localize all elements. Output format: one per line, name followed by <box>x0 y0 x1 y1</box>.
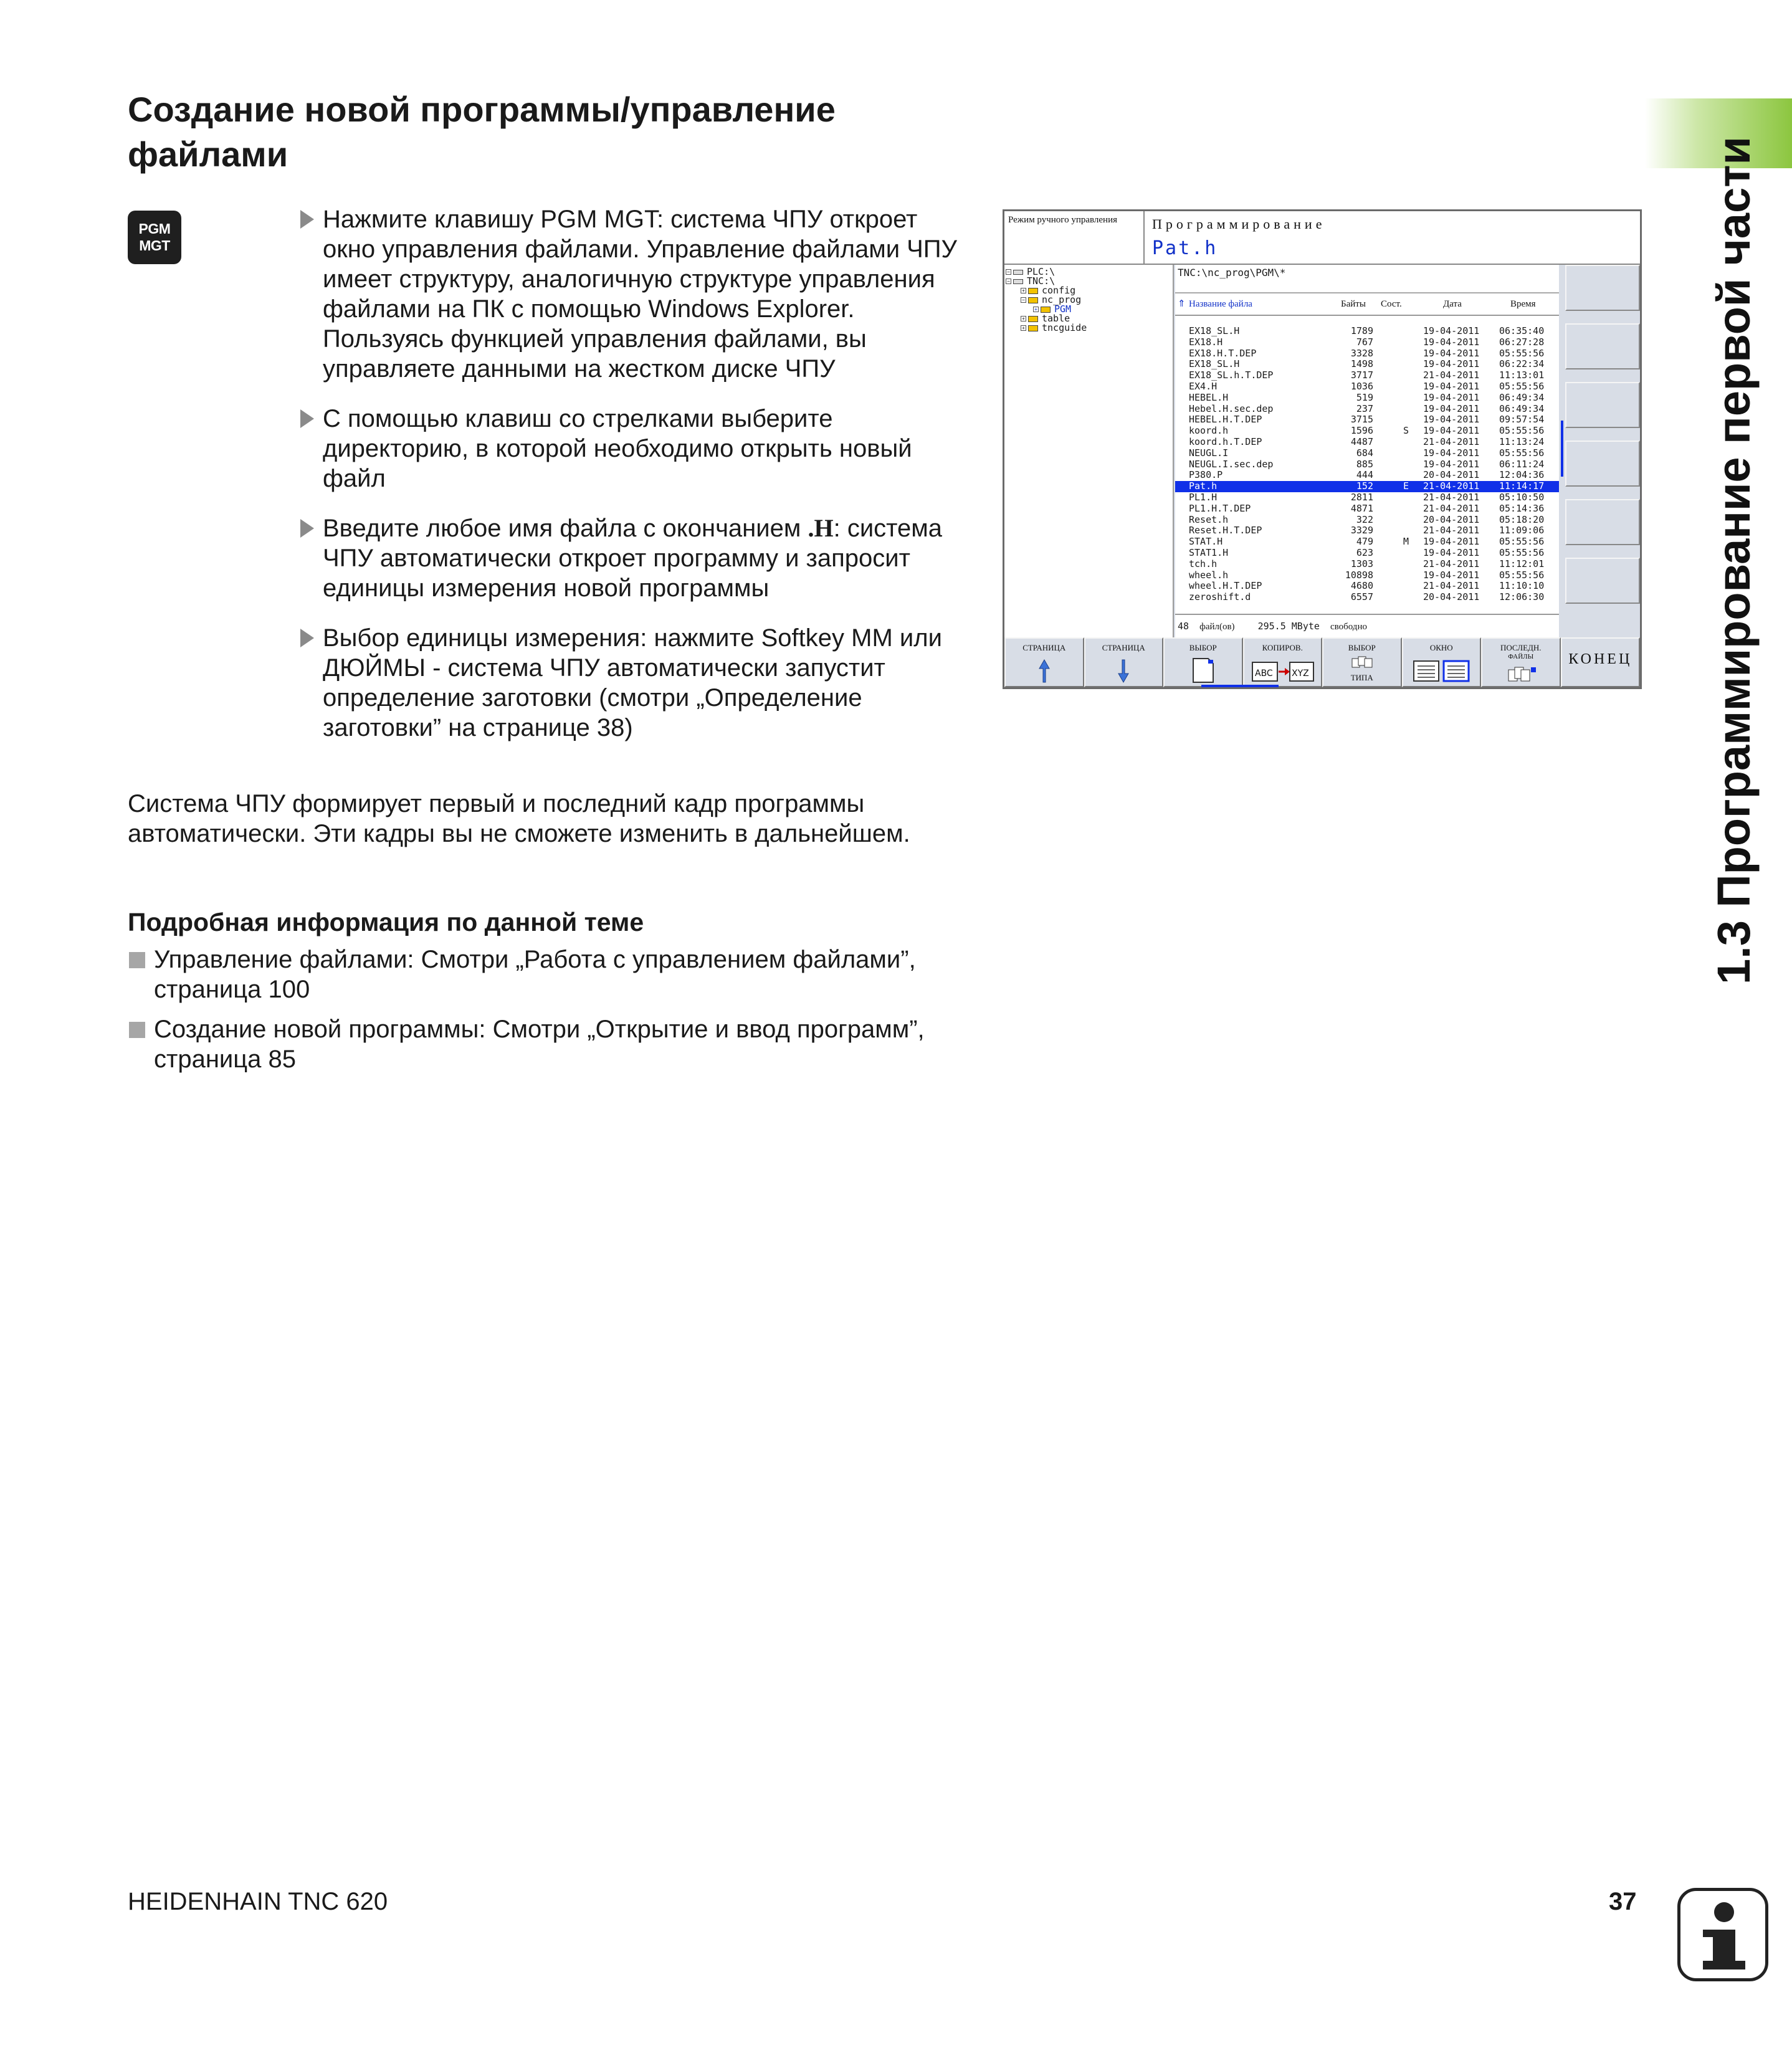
reference-item <box>128 945 1000 1004</box>
file-name: EX18.H.T.DEP <box>1189 347 1257 359</box>
reference-text: Управление файлами: Смотри „Работа с управлением файлами”, страница 100 <box>154 946 916 1003</box>
program-file-name: Pat.h <box>1152 237 1218 259</box>
file-date: 19-04-2011 <box>1423 414 1480 426</box>
file-date: 21-04-2011 <box>1423 558 1480 569</box>
file-row[interactable] <box>1175 337 1559 348</box>
page-title: Создание новой программы/управление файлами <box>128 90 836 174</box>
file-size: 3717 <box>1350 369 1373 381</box>
file-time: 05:55:56 <box>1499 447 1545 459</box>
file-size: 885 <box>1356 458 1373 470</box>
file-time: 05:55:56 <box>1499 547 1545 558</box>
file-time: 11:10:10 <box>1499 580 1545 592</box>
file-name: EX18_SL.H <box>1189 325 1240 336</box>
file-row[interactable] <box>1175 548 1559 559</box>
expand-icon: + <box>1021 288 1026 293</box>
softkey-select[interactable]: ВЫБОР <box>1163 637 1243 687</box>
file-row[interactable] <box>1175 570 1559 581</box>
step-text-before: Введите любое имя файла с окончанием <box>323 515 808 542</box>
folder-icon <box>1028 297 1038 303</box>
file-time: 05:55:56 <box>1499 425 1545 437</box>
file-status-bar <box>1175 614 1559 639</box>
file-row[interactable] <box>1175 348 1559 360</box>
vertical-softkey[interactable] <box>1565 265 1640 311</box>
file-name: koord.h.T.DEP <box>1189 436 1262 447</box>
cnc-screenshot <box>1003 209 1642 689</box>
file-name: PL1.H <box>1189 492 1218 503</box>
file-row[interactable] <box>1175 481 1559 492</box>
file-name: zeroshift.d <box>1189 591 1251 603</box>
status-count: 48 <box>1178 621 1189 632</box>
step-text-after: : система ЧПУ автоматически откроет программу и запросит единицы измерения новой программы <box>323 515 943 602</box>
file-size: 237 <box>1356 402 1373 414</box>
file-name: wheel.H.T.DEP <box>1189 580 1262 592</box>
tree-item-plc[interactable]: − PLC:\ <box>1004 267 1173 277</box>
file-name: koord.h <box>1189 425 1229 437</box>
softkey-page-up[interactable]: СТРАНИЦА <box>1004 637 1084 687</box>
file-date: 21-04-2011 <box>1423 480 1480 492</box>
square-bullet-icon <box>129 1022 145 1038</box>
step-text: Выбор единицы измерения: нажмите Softkey MM или ДЮЙМЫ - система ЧПУ автоматически запустит определение заготовки (смотри „Определение заготовки” на странице 38) <box>323 624 942 741</box>
file-time: 05:55:56 <box>1499 347 1545 359</box>
file-row[interactable] <box>1175 326 1559 337</box>
file-size: 1498 <box>1350 358 1373 370</box>
file-date: 21-04-2011 <box>1423 492 1480 503</box>
softkey-bar <box>1004 637 1640 687</box>
file-time: 11:09:06 <box>1499 525 1545 536</box>
file-date: 20-04-2011 <box>1423 591 1480 603</box>
expand-icon: + <box>1021 325 1026 331</box>
square-bullet-icon <box>129 952 145 968</box>
file-date: 19-04-2011 <box>1423 569 1480 581</box>
file-size: 767 <box>1356 336 1373 348</box>
file-row[interactable] <box>1175 370 1559 381</box>
file-size: 3329 <box>1350 525 1373 536</box>
file-size: 322 <box>1356 513 1373 525</box>
file-size: 519 <box>1356 391 1373 403</box>
file-size: 623 <box>1356 547 1373 558</box>
svg-text:ABC: ABC <box>1255 669 1273 679</box>
file-state: S <box>1403 425 1409 437</box>
file-time: 05:10:50 <box>1499 492 1545 503</box>
mode-box: Режим ручного управления <box>1004 211 1145 265</box>
reference-list <box>128 945 1000 1084</box>
file-name: PL1.H.T.DEP <box>1189 502 1251 514</box>
file-row[interactable] <box>1175 503 1559 515</box>
file-date: 19-04-2011 <box>1423 358 1480 370</box>
collapse-icon: − <box>1021 297 1026 303</box>
file-time: 06:27:28 <box>1499 336 1545 348</box>
file-size: 444 <box>1356 469 1373 481</box>
file-date: 19-04-2011 <box>1423 547 1480 558</box>
file-date: 20-04-2011 <box>1423 469 1480 481</box>
file-row[interactable] <box>1175 492 1559 503</box>
softkey-window[interactable]: ОКНО <box>1402 637 1482 687</box>
file-time: 11:13:24 <box>1499 436 1545 447</box>
file-date: 19-04-2011 <box>1423 425 1480 437</box>
file-name: Pat.h <box>1189 480 1218 492</box>
triangle-bullet-icon <box>300 210 314 229</box>
step-item <box>298 404 971 493</box>
reference-text: Создание новой программы: Смотри „Открытие и ввод программ”, страница 85 <box>154 1016 925 1073</box>
file-time: 06:22:34 <box>1499 358 1545 370</box>
file-date: 19-04-2011 <box>1423 336 1480 348</box>
pgm-mgt-key-icon <box>128 211 181 264</box>
recent-files-icon <box>1502 665 1540 683</box>
file-date: 21-04-2011 <box>1423 369 1480 381</box>
vertical-softkey[interactable] <box>1565 323 1640 369</box>
file-state: E <box>1403 480 1409 492</box>
file-name: STAT1.H <box>1189 547 1229 558</box>
file-list-header <box>1175 293 1559 316</box>
file-name: NEUGL.I <box>1189 447 1229 459</box>
header-time[interactable]: Время <box>1510 299 1536 309</box>
arrow-down-icon <box>1117 659 1130 683</box>
file-row[interactable] <box>1175 536 1559 548</box>
file-list-panel <box>1175 265 1559 639</box>
file-size: 2811 <box>1350 492 1373 503</box>
key-line1: PGM <box>138 221 171 237</box>
tree-item-nc-prog[interactable]: − nc_prog <box>1004 295 1173 305</box>
file-size: 1036 <box>1350 381 1373 392</box>
file-row[interactable] <box>1175 393 1559 404</box>
file-name: Reset.h <box>1189 513 1229 525</box>
file-time: 05:55:56 <box>1499 569 1545 581</box>
file-row[interactable] <box>1175 581 1559 592</box>
file-row[interactable] <box>1175 470 1559 481</box>
file-size: 684 <box>1356 447 1373 459</box>
file-row[interactable] <box>1175 381 1559 393</box>
file-size: 152 <box>1356 480 1373 492</box>
file-date: 21-04-2011 <box>1423 525 1480 536</box>
file-time: 05:55:56 <box>1499 536 1545 548</box>
file-name: tch.h <box>1189 558 1218 569</box>
file-date: 21-04-2011 <box>1423 580 1480 592</box>
softkey-page-down[interactable]: СТРАНИЦА <box>1084 637 1164 687</box>
window-layout-icon <box>1411 657 1471 683</box>
file-name: wheel.h <box>1189 569 1229 581</box>
file-date: 19-04-2011 <box>1423 325 1480 336</box>
tree-item-tnc[interactable]: − TNC:\ <box>1004 277 1173 286</box>
file-date: 19-04-2011 <box>1423 402 1480 414</box>
triangle-bullet-icon <box>300 519 314 538</box>
info-icon <box>1677 1888 1768 1981</box>
status-free-label: свободно <box>1330 622 1367 632</box>
file-time: 05:55:56 <box>1499 381 1545 392</box>
file-name: EX18_SL.h.T.DEP <box>1189 369 1274 381</box>
file-time: 12:06:30 <box>1499 591 1545 603</box>
file-date: 19-04-2011 <box>1423 536 1480 548</box>
file-time: 06:35:40 <box>1499 325 1545 336</box>
body-paragraph: Система ЧПУ формирует первый и последний кадр программы автоматически. Эти кадры вы не сможете изменить в дальнейшем. <box>128 790 910 847</box>
file-row[interactable] <box>1175 414 1559 426</box>
file-name: NEUGL.I.sec.dep <box>1189 458 1274 470</box>
h-key-label: .H <box>808 514 834 542</box>
file-date: 21-04-2011 <box>1423 502 1480 514</box>
file-size: 6557 <box>1350 591 1373 603</box>
file-size: 479 <box>1356 536 1373 548</box>
triangle-bullet-icon <box>300 629 314 647</box>
file-select-icon <box>1189 656 1217 683</box>
softkey-end[interactable]: КОНЕЦ <box>1561 637 1641 687</box>
file-row[interactable] <box>1175 459 1559 470</box>
softkey-select-type[interactable]: ВЫБОР ТИПА <box>1322 637 1402 687</box>
file-row[interactable] <box>1175 525 1559 536</box>
file-name: STAT.H <box>1189 536 1223 548</box>
svg-text:XYZ: XYZ <box>1292 669 1309 679</box>
file-row[interactable] <box>1175 592 1559 603</box>
chapter-title-vertical: 1.3 Программирование первой части <box>1708 136 1760 984</box>
file-time: 05:18:20 <box>1499 513 1545 525</box>
file-size: 10898 <box>1345 569 1373 581</box>
file-name: EX18_SL.H <box>1189 358 1240 370</box>
directory-tree <box>1004 265 1174 639</box>
step-item <box>298 204 971 384</box>
file-name: HEBEL.H.T.DEP <box>1189 414 1262 426</box>
file-time: 06:11:24 <box>1499 458 1545 470</box>
program-mode-label: Программирование <box>1152 216 1326 232</box>
file-row[interactable] <box>1175 437 1559 448</box>
file-size: 4487 <box>1350 436 1373 447</box>
file-date: 19-04-2011 <box>1423 391 1480 403</box>
header-bytes[interactable]: Байты <box>1341 299 1366 309</box>
tree-item-pgm[interactable]: + PGM <box>1004 305 1173 314</box>
file-size: 1789 <box>1350 325 1373 336</box>
file-row[interactable] <box>1175 515 1559 526</box>
file-name: Hebel.H.sec.dep <box>1189 402 1274 414</box>
footer-product: HEIDENHAIN TNC 620 <box>128 1888 388 1915</box>
file-size: 1303 <box>1350 558 1373 569</box>
vertical-softkeys <box>1565 265 1640 639</box>
file-row[interactable] <box>1175 404 1559 415</box>
header-state[interactable]: Сост. <box>1381 299 1402 309</box>
collapse-icon: − <box>1006 279 1011 284</box>
file-date: 20-04-2011 <box>1423 513 1480 525</box>
program-header <box>1145 211 1640 265</box>
file-date: 19-04-2011 <box>1423 381 1480 392</box>
tree-item-config[interactable]: + config <box>1004 286 1173 295</box>
file-time: 11:12:01 <box>1499 558 1545 569</box>
step-item <box>298 623 971 743</box>
expand-icon: + <box>1021 316 1026 321</box>
file-time: 06:49:34 <box>1499 391 1545 403</box>
folder-icon <box>1028 316 1038 322</box>
status-files: файл(ов) <box>1199 622 1235 632</box>
expand-icon: + <box>1033 307 1039 312</box>
file-size: 3715 <box>1350 414 1373 426</box>
file-size: 4871 <box>1350 502 1373 514</box>
key-line2: MGT <box>139 237 170 254</box>
file-date: 19-04-2011 <box>1423 458 1480 470</box>
file-types-icon <box>1350 655 1375 670</box>
step-item <box>298 513 971 603</box>
file-date: 19-04-2011 <box>1423 347 1480 359</box>
collapse-icon: − <box>1006 269 1011 275</box>
arrow-up-icon <box>1038 659 1051 683</box>
step-text: Нажмите клавишу PGM MGT: система ЧПУ откроет окно управления файлами. Управление файлами ЧПУ имеет структуру, аналогичную структуре управления файлами на ПК с помощью Windows Explorer. Пользуясь функцией управления файлами, вы управляете данными на жестком диске ЧПУ <box>323 206 957 383</box>
sort-arrow-icon: ⇑ <box>1178 299 1186 309</box>
step-text: С помощью клавиш со стрелками выберите директорию, в которой необходимо открыть новый файл <box>323 405 912 492</box>
file-time: 06:49:34 <box>1499 402 1545 414</box>
file-size: 1596 <box>1350 425 1373 437</box>
vertical-softkey[interactable] <box>1565 499 1640 545</box>
vertical-softkey[interactable] <box>1565 441 1640 487</box>
tree-item-tncguide[interactable]: + tncguide <box>1004 323 1173 333</box>
header-name[interactable]: Название файла <box>1189 299 1252 309</box>
file-time: 11:14:17 <box>1499 480 1545 492</box>
softkey-last-files[interactable]: ПОСЛЕДН. ФАЙЛЫ <box>1481 637 1561 687</box>
file-row[interactable] <box>1175 448 1559 459</box>
reference-item <box>128 1014 1000 1074</box>
file-name: EX4.H <box>1189 381 1218 392</box>
file-date: 19-04-2011 <box>1423 447 1480 459</box>
status-free: 295.5 MByte <box>1257 621 1320 632</box>
file-time: 09:57:54 <box>1499 414 1545 426</box>
triangle-bullet-icon <box>300 409 314 428</box>
file-row[interactable] <box>1175 359 1559 370</box>
folder-icon <box>1028 325 1038 331</box>
drive-icon <box>1013 270 1023 275</box>
file-state: M <box>1403 536 1409 548</box>
drive-icon <box>1013 279 1023 284</box>
folder-open-icon <box>1041 307 1051 313</box>
file-name: EX18.H <box>1189 336 1223 348</box>
file-name: HEBEL.H <box>1189 391 1229 403</box>
current-path: TNC:\nc_prog\PGM\* <box>1175 265 1559 293</box>
file-size: 4680 <box>1350 580 1373 592</box>
vertical-softkey[interactable] <box>1565 382 1640 428</box>
subheading: Подробная информация по данной теме <box>128 908 644 936</box>
folder-icon <box>1028 288 1038 294</box>
copy-abc-xyz-icon <box>1250 656 1315 683</box>
file-size: 3328 <box>1350 347 1373 359</box>
file-name: Reset.H.T.DEP <box>1189 525 1262 536</box>
file-time: 12:04:36 <box>1499 469 1545 481</box>
page-number: 37 <box>1609 1888 1637 1915</box>
file-row[interactable] <box>1175 426 1559 437</box>
header-date[interactable]: Дата <box>1443 299 1462 309</box>
file-name: P380.P <box>1189 469 1223 481</box>
tree-item-table[interactable]: + table <box>1004 314 1173 323</box>
scroll-indicator <box>1561 421 1563 477</box>
softkey-copy[interactable]: КОПИРОВ. ABC XYZ <box>1243 637 1323 687</box>
file-row[interactable] <box>1175 559 1559 570</box>
file-time: 05:14:36 <box>1499 502 1545 514</box>
steps-list <box>298 204 971 763</box>
file-date: 21-04-2011 <box>1423 436 1480 447</box>
softkey-row-indicator <box>1201 685 1279 687</box>
vertical-softkey[interactable] <box>1565 558 1640 604</box>
file-time: 11:13:01 <box>1499 369 1545 381</box>
